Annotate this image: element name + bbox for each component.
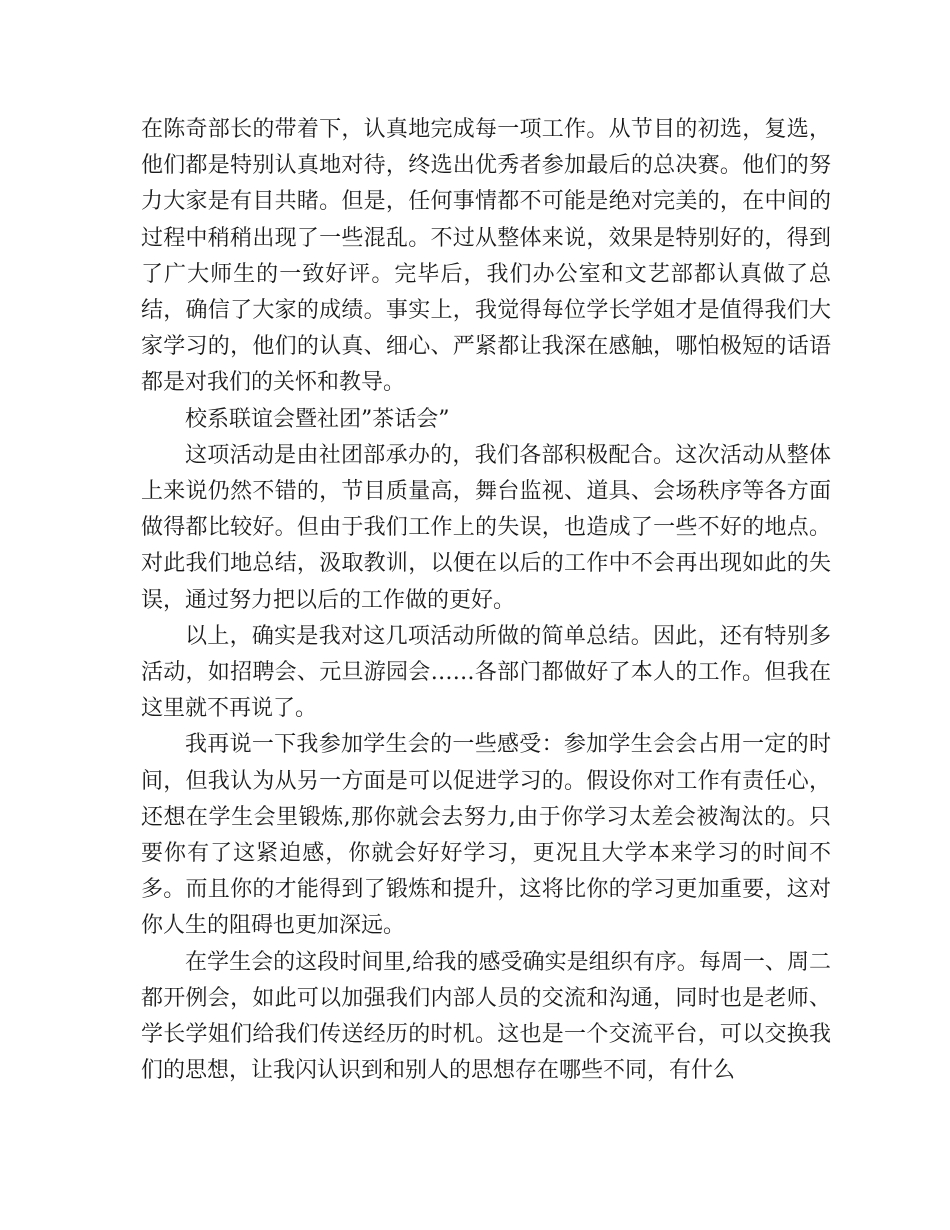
paragraph-continuation: 在陈奇部长的带着下，认真地完成每一项工作。从节目的初选，复选，他们都是特别认真地对待，终选出优秀者参加最后的总决赛。他们的努力大家是有目共睹。但是，任何事情都不可能是绝对完美的，在中间的过程中稍稍出现了一些混乱。不过从整体来说，效果是特别好的，得到了广大师生的一致好评。完毕后，我们办公室和文艺部都认真做了总结，确信了大家的成绩。事实上，我觉得每位学长学姐才是值得我们大家学习的，他们的认真、细心、严紧都让我深在感触，哪怕极短的话语都是对我们的关怀和教导。 <box>141 117 831 396</box>
paragraph-feelings: 我再说一下我参加学生会的一些感受：参加学生会会占用一定的时间，但我认为从另一方面是可以促进学习的。假设你对工作有责任心，还想在学生会里锻炼,那你就会去努力,由于你学习太差会被淘汰的。只要你有了这紧迫感，你就会好好学习，更况且大学本来学习的时间不多。而且你的才能得到了锻炼和提升，这将比你的学习更加重要，这对你人生的阻碍也更加深远。 <box>141 732 831 939</box>
paragraph-club-activity: 这项活动是由社团部承办的，我们各部积极配合。这次活动从整体上来说仍然不错的，节目质量高，舞台监视、道具、会场秩序等各方面做得都比较好。但由于我们工作上的失误，也造成了一些不好的地点。对此我们地总结，汲取教训，以便在以后的工作中不会再出现如此的失误，通过努力把以后的工作做的更好。 <box>141 442 831 613</box>
paragraph-organization: 在学生会的这段时间里,给我的感受确实是组织有序。每周一、周二都开例会，如此可以加强我们内部人员的交流和沟通，同时也是老师、学长学姐们给我们传送经历的时机。这也是一个交流平台，可以交换我们的思想，让我闪认识到和别人的思想存在哪些不同，有什么 <box>141 949 831 1084</box>
document-body <box>141 112 831 1089</box>
section-heading-tea-party: 校系联谊会暨社团”茶话会” <box>185 406 450 432</box>
paragraph-summary: 以上，确实是我对这几项活动所做的简单总结。因此，还有特别多活动，如招聘会、元旦游园会……各部门都做好了本人的工作。但我在这里就不再说了。 <box>141 623 831 722</box>
